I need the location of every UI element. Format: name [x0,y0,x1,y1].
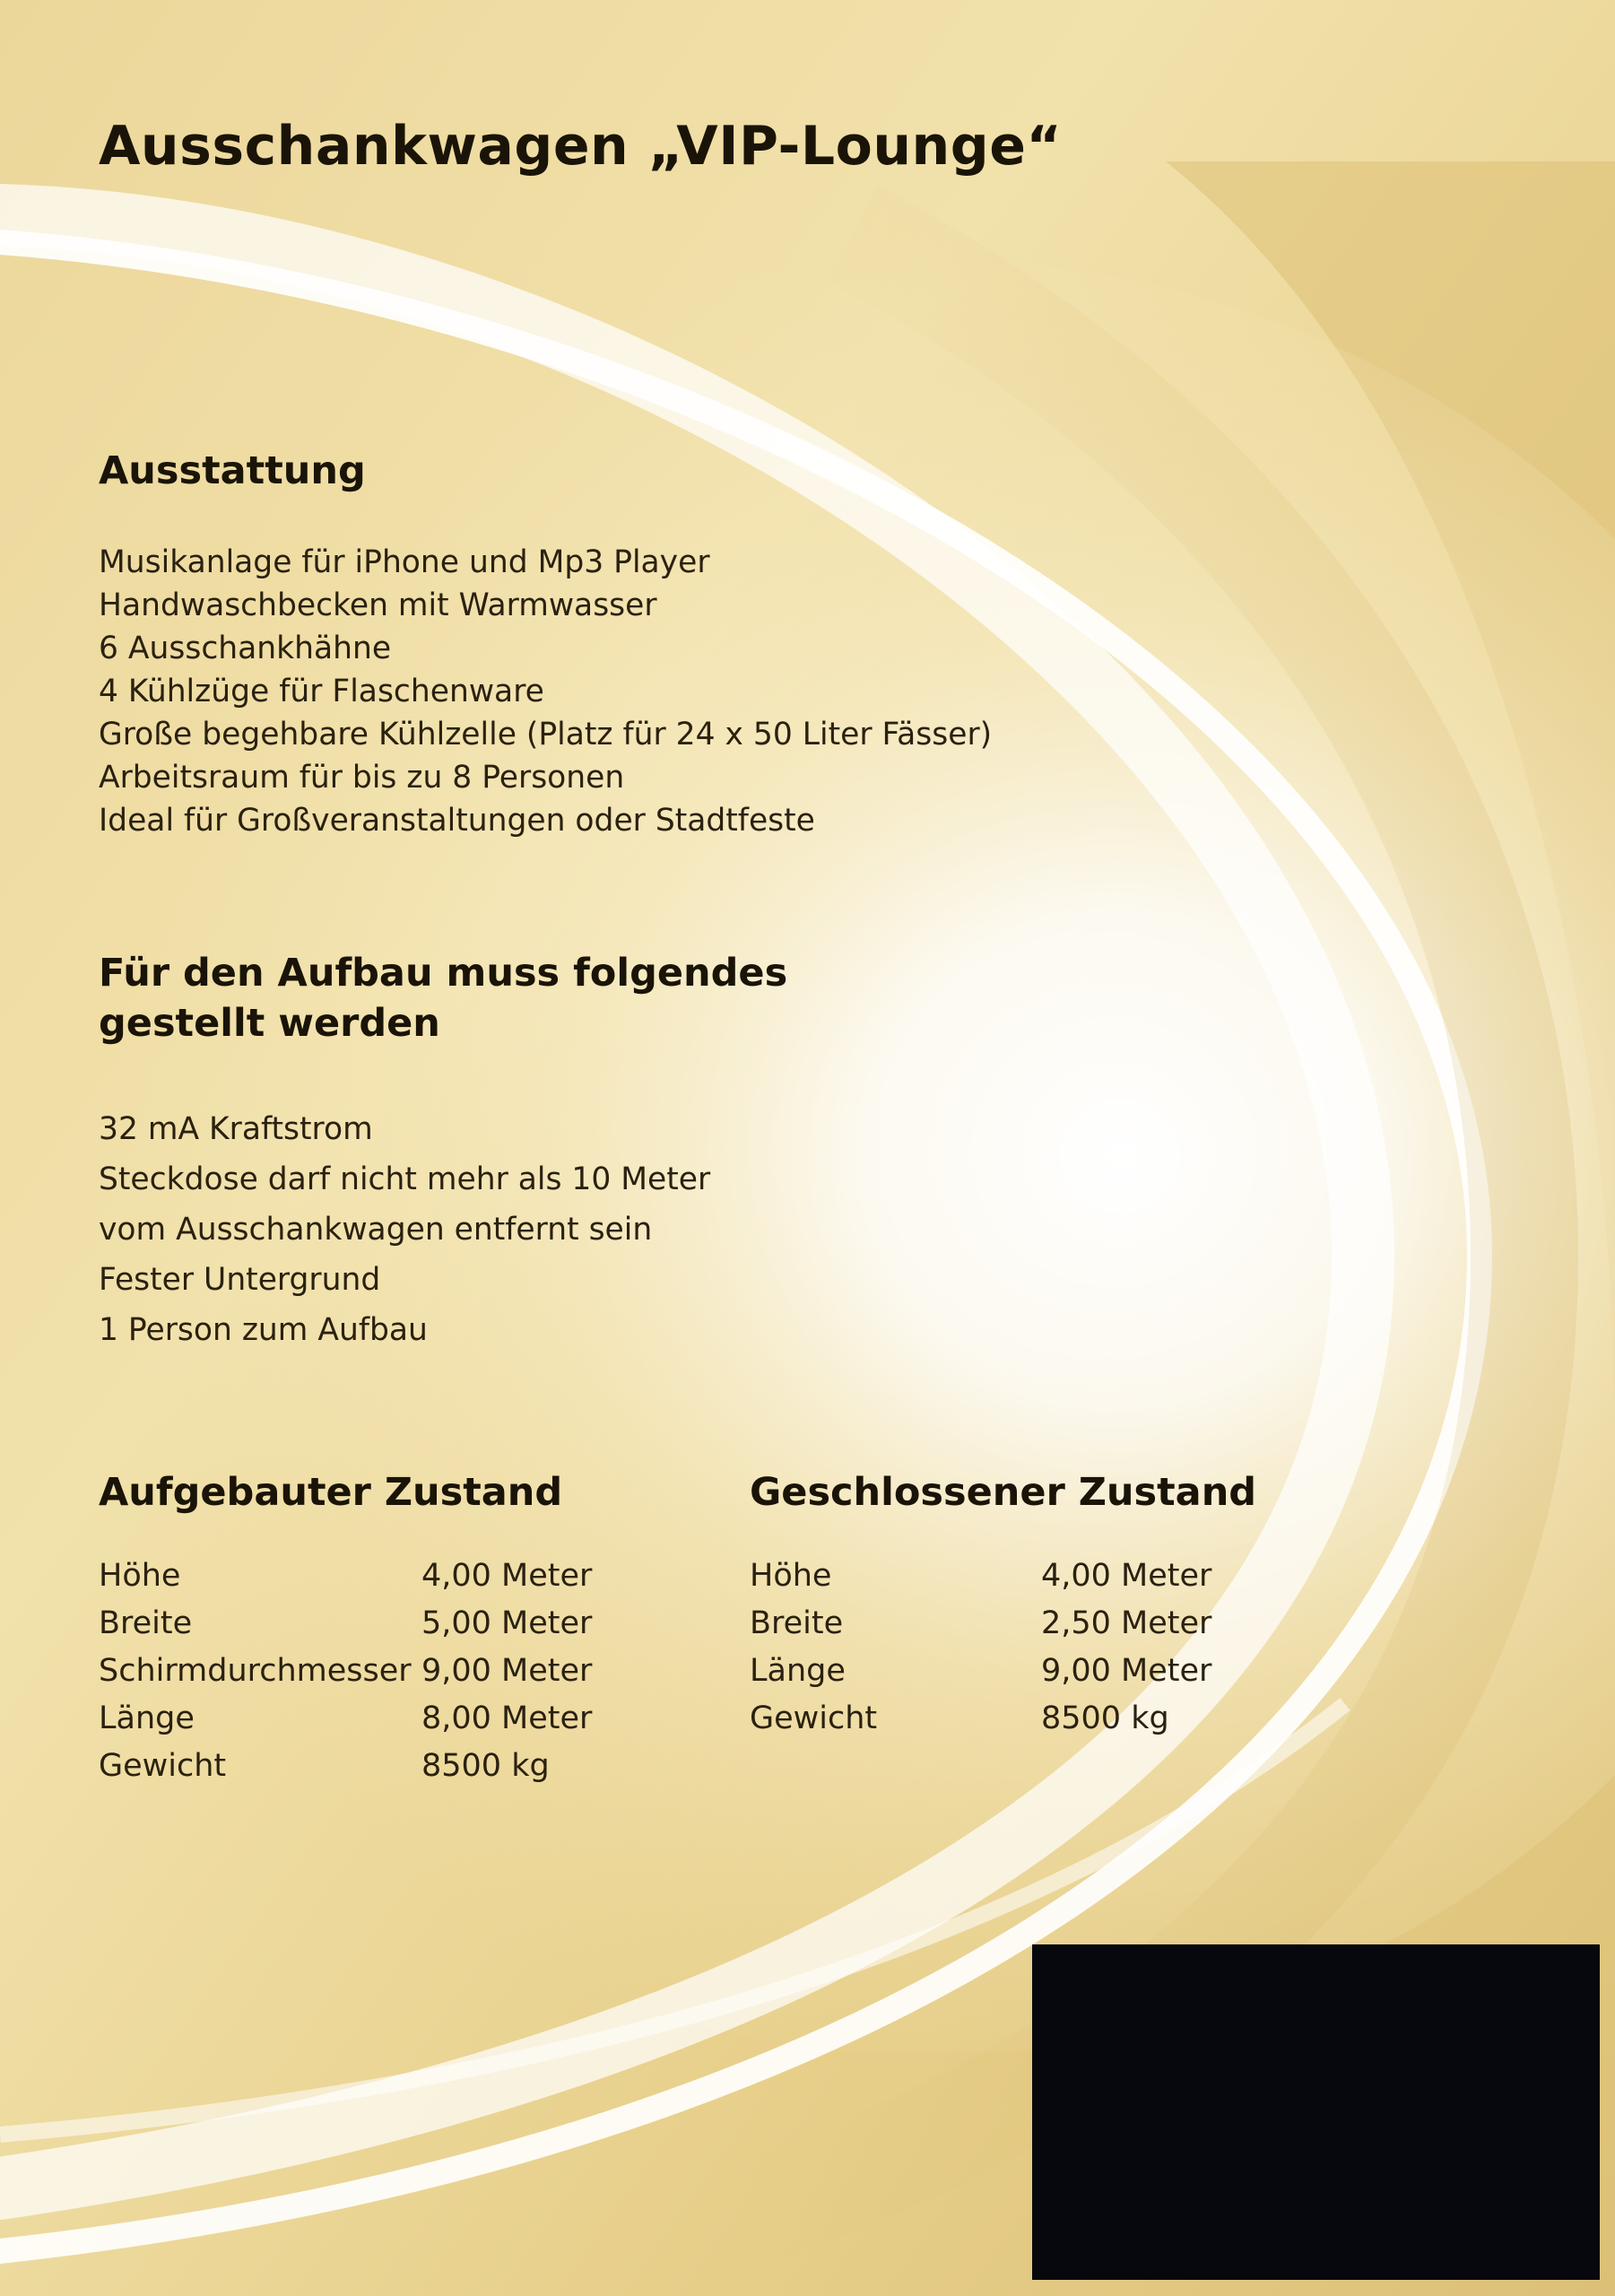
page-title: Ausschankwagen „VIP-Lounge“ [99,115,1063,178]
dimension-label: Höhe [750,1557,832,1594]
list-item: Fester Untergrund [99,1262,381,1298]
list-item: 32 mA Kraftstrom [99,1111,373,1147]
table-row [750,1599,1211,1647]
table-row [750,1647,1211,1694]
dimension-label: Breite [750,1605,844,1641]
setup-heading-line2: gestellt werden [99,1001,440,1046]
closed-dimensions-table [750,1552,1211,1742]
dimension-value: 9,00 Meter [421,1652,593,1689]
list-item: Ideal für Großveranstaltungen oder Stadtfeste [99,803,815,839]
dimension-value: 8,00 Meter [421,1700,593,1736]
list-item: Steckdose darf nicht mehr als 10 Meter [99,1161,711,1197]
assembled-dimensions-table [99,1552,592,1789]
redaction-box [1032,1944,1600,2280]
setup-heading-line1: Für den Aufbau muss folgendes [99,951,788,996]
dimension-value: 4,00 Meter [1041,1557,1212,1594]
dimension-label: Länge [750,1652,846,1689]
list-item: 4 Kühlzüge für Flaschenware [99,674,544,709]
table-row [99,1599,592,1647]
dimension-value: 2,50 Meter [1041,1605,1212,1641]
list-item: 6 Ausschankhähne [99,631,392,666]
dimension-label: Gewicht [750,1700,878,1736]
dimension-label: Gewicht [99,1747,227,1784]
closed-dimensions-section [750,1467,1256,1742]
table-row [99,1742,592,1789]
table-row [99,1694,592,1742]
setup-heading [99,948,787,1048]
equipment-list [99,541,992,842]
table-row [99,1552,592,1599]
table-row [750,1694,1211,1742]
assembled-heading: Aufgebauter Zustand [99,1470,563,1515]
dimension-label: Schirmdurchmesser [99,1652,412,1689]
table-row [750,1552,1211,1599]
dimension-value: 4,00 Meter [421,1557,593,1594]
dimension-value: 8500 kg [421,1747,550,1784]
dimension-value: 5,00 Meter [421,1605,593,1641]
setup-list [99,1104,787,1355]
list-item: 1 Person zum Aufbau [99,1312,428,1348]
list-item: Musikanlage für iPhone und Mp3 Player [99,544,710,580]
list-item: Große begehbare Kühlzelle (Platz für 24 x 50 Liter Fässer) [99,717,993,752]
dimension-label: Breite [99,1605,193,1641]
equipment-heading: Ausstattung [99,448,366,493]
dimension-value: 9,00 Meter [1041,1652,1212,1689]
dimension-label: Länge [99,1700,195,1736]
table-row [99,1647,592,1694]
equipment-section [99,446,992,842]
list-item: Handwaschbecken mit Warmwasser [99,587,657,623]
setup-requirements-section [99,948,787,1355]
list-item: Arbeitsraum für bis zu 8 Personen [99,760,625,796]
dimension-label: Höhe [99,1557,181,1594]
list-item: vom Ausschankwagen entfernt sein [99,1212,653,1248]
dimension-value: 8500 kg [1041,1700,1169,1736]
closed-heading: Geschlossener Zustand [750,1470,1257,1515]
assembled-dimensions-section [99,1467,592,1789]
